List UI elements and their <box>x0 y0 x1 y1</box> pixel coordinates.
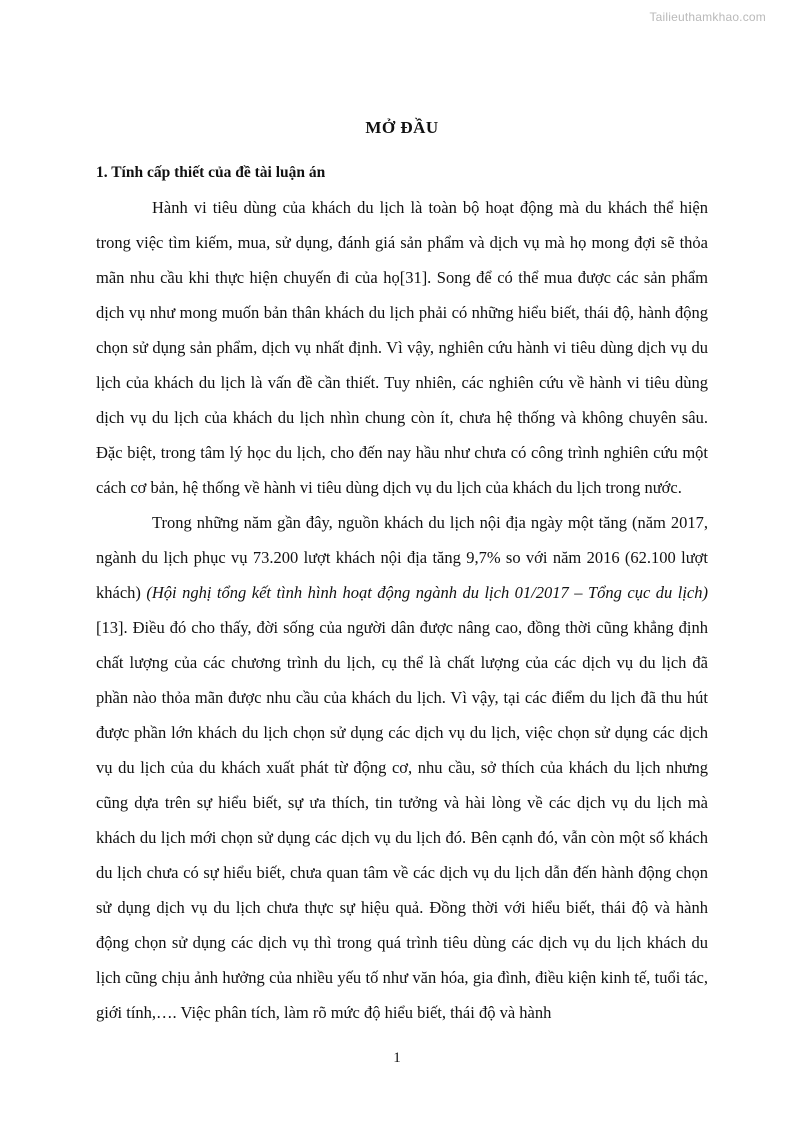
section-heading: 1. Tính cấp thiết của đề tài luận án <box>96 164 326 181</box>
page-title: MỞ ĐẦU <box>365 118 439 137</box>
page-number: 1 <box>393 1050 401 1066</box>
paragraph-2-citation-italic: (Hội nghị tổng kết tình hình hoạt động ngành du lịch 01/2017 – Tổng cục du lịch) <box>146 583 708 602</box>
paragraph-1-run-1: Hành vi tiêu dùng của khách du lịch là toàn bộ hoạt động mà du khách thể hiện trong việc tìm kiếm, mua, sử dụng, đánh giá sản phẩm và dịch vụ mà họ mong đợi sẽ thỏa mãn nhu cầu khi thực hiện chuyến đi của họ[31]. Song để có thể mua được các sản phẩm dịch vụ như mong muốn bản thân khách du lịch phải có những hiểu biết, thái độ, hành động chọn sử dụng sản phẩm, dịch vụ nhất định. Vì vậy, nghiên cứu hành vi tiêu dùng dịch vụ du lịch của khách du lịch là vấn đề cần thiết. Tuy nhiên, các nghiên cứu về hành vi tiêu dùng dịch vụ du lịch của khách du lịch nhìn chung còn ít, chưa hệ thống và không chuyên sâu. Đặc biệt, trong tâm lý học du lịch, cho đến nay hầu như chưa có công trình nghiên cứu một cách cơ bản, hệ thống về hành vi tiêu dùng dịch vụ du lịch của khách du lịch trong nước. <box>96 198 708 497</box>
paragraph-2 <box>96 505 708 1030</box>
paragraph-2-run-1: Trong những năm gần đây, nguồn khách du lịch nội địa ngày một tăng (năm 2017, ngành du lịch phục vụ 73.200 lượt khách nội địa tăng 9,7% so với năm 2016 (62.100 lượt khách) <box>96 513 708 602</box>
watermark-text: Tailieuthamkhao.com <box>649 10 766 24</box>
paragraph-1 <box>96 190 708 505</box>
paragraph-2-run-3: [13]. Điều đó cho thấy, đời sống của người dân được nâng cao, đồng thời cũng khẳng định chất lượng của các chương trình du lịch, cụ thể là chất lượng của các dịch vụ du lịch đã phần nào thỏa mãn được nhu cầu của khách du lịch. Vì vậy, tại các điểm du lịch đã thu hút được phần lớn khách du lịch chọn sử dụng các dịch vụ du lịch, việc chọn sử dụng các dịch vụ du lịch của du khách xuất phát từ động cơ, nhu cầu, sở thích của khách du lịch nhưng cũng dựa trên sự hiểu biết, sự ưa thích, tin tưởng và hài lòng về các dịch vụ du lịch mà khách du lịch mới chọn sử dụng các dịch vụ du lịch đó. Bên cạnh đó, vẫn còn một số khách du lịch chưa có sự hiểu biết, chưa quan tâm về các dịch vụ du lịch dẫn đến hành động chọn sử dụng dịch vụ du lịch chưa thực sự hiệu quả. Đồng thời với hiểu biết, thái độ và hành động chọn sử dụng các dịch vụ thì trong quá trình tiêu dùng các dịch vụ du lịch khách du lịch cũng chịu ảnh hưởng của nhiều yếu tố như văn hóa, gia đình, điều kiện kinh tế, tuổi tác, giới tính,…. Việc phân tích, làm rõ mức độ hiểu biết, thái độ và hành <box>96 618 708 1022</box>
document-content <box>96 118 708 1030</box>
